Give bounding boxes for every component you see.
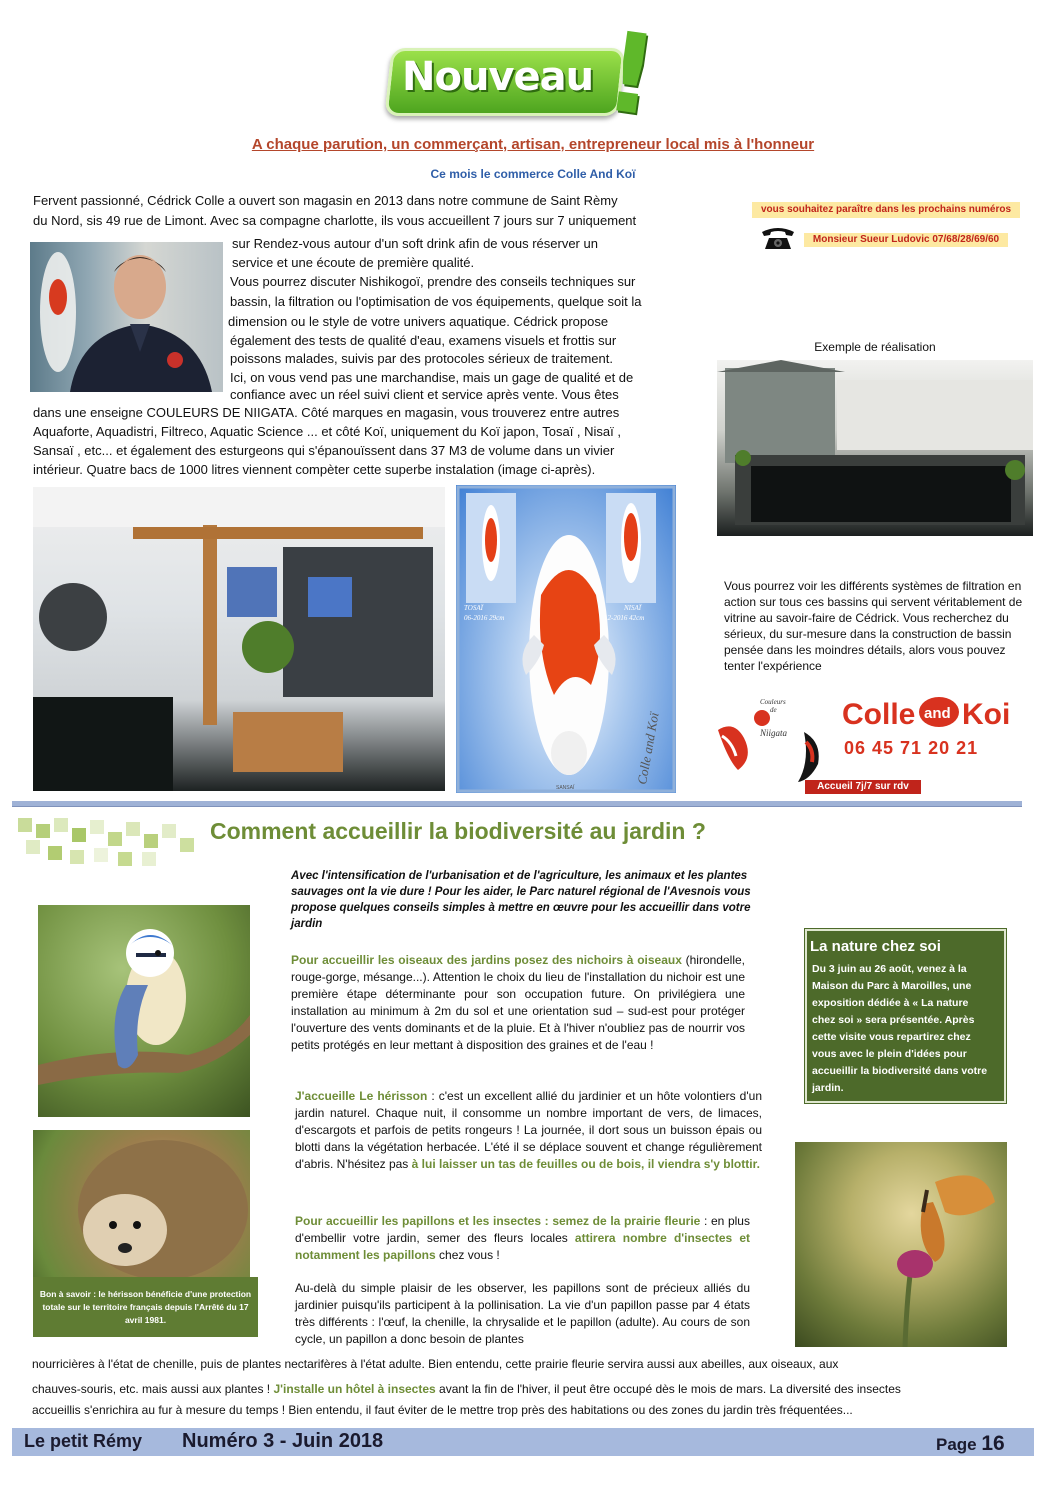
herisson-note: Bon à savoir : le hérisson bénéficie d'une protection totale sur le territoire français depuis l'Arrêté du 17 avril 1981. — [33, 1277, 258, 1337]
article1-line: Fervent passionné, Cédrick Colle a ouvert son magasin en 2013 dans notre commune de Saint Rèmy — [33, 193, 618, 208]
paragraph-butterflies-body: : en plus d'embellir votre jardin, semer des fleurs locales — [295, 1214, 750, 1245]
partner-de: de — [770, 706, 777, 714]
footer-bar — [12, 1428, 1034, 1456]
article1-line: confiance avec un réel suivi client et service après vente. Vous êtes — [230, 387, 619, 402]
pond-photo — [717, 360, 1033, 536]
article2-intro: Avec l'intensification de l'urbanisation et de l'agriculture, les animaux et les plantes sauvages ont la vie dure ! Pour les aider, le Parc naturel régional de l'Avesnois vous propose quelques conseils simples à mettre en œuvre pour les accueillir dans votre jardin — [291, 870, 751, 930]
brand-phone: 06 45 71 20 21 — [844, 738, 979, 758]
paragraph-hotel-rest: avant la fin de l'hiver, il peut être occupé dès le mois de mars. La diversité des insectes — [435, 1382, 901, 1396]
article1-line: sur Rendez-vous autour d'un soft drink afin de vous réserver un — [232, 236, 598, 251]
article1-line: poissons malades, suivis par des protocoles sérieux de traitement. — [230, 351, 613, 366]
article2-title: Comment accueillir la biodiversité au jardin ? — [210, 818, 706, 844]
article1-line: bassin, la filtration ou l'optimisation de vos équipements, quelque soit la — [230, 294, 642, 309]
partner-top: Couleurs — [760, 698, 786, 706]
paragraph-hedgehog-lead: J'accueille Le hérisson — [295, 1089, 428, 1103]
tagline: A chaque parution, un commerçant, artisan, entrepreneur local mis à l'honneur — [251, 136, 815, 153]
article1-line: dimension ou le style de votre univers aquatique. Cédrick propose — [228, 314, 609, 329]
paragraph-hotel-end: accueillis s'enrichira au fur à mesure du temps ! Bien entendu, il faut éviter de le mettre trop près des habitations ou des zones du jardin très fréquentées... — [32, 1403, 853, 1417]
article1-line: également des tests de qualité d'eau, examens visuels et frottis sur — [230, 333, 617, 348]
promo-contact: Monsieur Sueur Ludovic 07/68/28/69/60 — [804, 233, 1008, 247]
footer-page — [936, 1432, 1005, 1456]
promo-banner: vous souhaitez paraître dans les prochains numéros — [752, 202, 1020, 218]
article1-line: Ici, on vous vend pas une marchandise, mais un gage de qualité et de — [230, 370, 634, 385]
butterfly-photo — [795, 1142, 1007, 1347]
owner-photo — [30, 242, 223, 392]
brand-name-and: and — [924, 705, 951, 722]
paragraph-hedgehog-body: : c'est un excellent allié du jardinier et un hôte volontiers d'un jardin naturel. Chaque nuit, il consomme un nombre important de vers, de limaces, d'escargots et parfois de petits rongeurs ! La journée, il dort sous un buisson épais ou blotti dans la végétation herbacée. L'été il se déplace souvent et change régulièrement d'abris. N'hésitez pas — [295, 1089, 762, 1171]
footer-issue: Numéro 3 - Juin 2018 — [182, 1430, 384, 1452]
article1-line: Vous pourrez discuter Nishikogoï, prendre des conseils techniques sur — [230, 274, 636, 289]
article1-line: du Nord, sis 49 rue de Limont. Avec sa compagne charlotte, ils vous accueillent 7 jours sur 7 uniquement — [33, 213, 637, 228]
paragraph-butterflies-green: attirera nombre d'insectes et notamment les papillons — [295, 1231, 751, 1262]
koi-watermark: Colle and Koï — [634, 711, 662, 786]
paragraph-hedgehog — [295, 1088, 762, 1173]
footer-paper-name: Le petit Rémy — [24, 1431, 143, 1451]
paragraph-birds-lead: Pour accueillir les oiseaux des jardins posez des nichoirs à oiseaux — [291, 953, 682, 967]
decorative-squares — [18, 818, 208, 868]
nature-box-title: La nature chez soi — [810, 938, 941, 955]
paragraph-birds — [291, 952, 745, 1054]
accueil-badge: Accueil 7j/7 sur rdv — [805, 780, 921, 794]
nature-box-text: Du 3 juin au 26 août, venez à la Maison du Parc à Maroilles, une exposition dédiée à « La nature chez soi » sera présentée. Après cette visite vous repartirez chez vous avec le plein d'idées pour accueillir la biodiversité dans votre jardin. — [812, 963, 988, 1094]
brand-name-left: Colle — [842, 698, 916, 731]
brand-name-right: Koi — [962, 698, 1011, 731]
realisation-text: Vous pourrez voir les différents systèmes de filtration en action sur tous ces bassins qui servent véritablement de vitrine au savoir-faire de Cédrick. Vous recherchez du sérieux, du sur-mesure dans la construction de bassin pensée dans les moindres détails, alors vous pouvez tenter l'expérience — [724, 579, 1023, 673]
subheading: Ce mois le commerce Colle And Koï — [430, 167, 636, 181]
paragraph-hotel-lead: J'installe un hôtel à insectes — [273, 1382, 436, 1396]
article1-line: intérieur. Quatre bacs de 1000 litres viennent compèter cette superbe instalation (image ci-après). — [33, 462, 596, 477]
paragraph-pollination: Au-delà du simple plaisir de les observer, les papillons sont de précieux alliés du jardinier puisqu'ils participent à la pollinisation. La vie d'un papillon passe par 4 états très différents : l'œuf, la chenille, la chrysalide et le papillon (adulte). Au cours de son cycle, un papillon a donc besoin de plantes — [295, 1281, 750, 1346]
paragraph-hotel-start: chauves-souris, etc. mais aussi aux plantes ! — [32, 1382, 274, 1396]
footer-page-number: 16 — [981, 1432, 1005, 1455]
realisation-caption: Exemple de réalisation — [814, 340, 936, 354]
colle-and-koi-logo — [714, 690, 1024, 790]
paragraph-pollination-line: nourricières à l'état de chenille, puis de plantes nectarifères à l'état adulte. Bien entendu, cette prairie fleurie servira aussi aux abeilles, aux oiseaux, aux — [32, 1357, 839, 1371]
koi-left-info: 06-2016 29cm — [464, 614, 505, 622]
koi-left-name: TOSAÏ — [464, 604, 483, 612]
paragraph-hotel-line — [32, 1382, 901, 1396]
phone-icon — [760, 226, 796, 250]
section-divider — [12, 801, 1022, 807]
blue-tit-photo — [38, 905, 250, 1117]
shop-photo — [33, 487, 445, 791]
paragraph-butterflies-end: chez vous ! — [435, 1248, 500, 1262]
article1-line: Sansaï , etc... et également des esturgeons qui s'épanouïssent dans 37 M3 de volume dans un vivier — [33, 443, 615, 458]
koi-bottom-label: SANSAÏ — [556, 785, 575, 791]
article1-line: Aquaforte, Aquadistri, Filtreco, Aquatic Science ... et côté Koï, uniquement du Koï japon, Tosaï , Nisaï , — [33, 424, 621, 439]
koi-right-name: NISAÏ — [624, 604, 642, 612]
footer-page-label: Page — [936, 1435, 982, 1454]
paragraph-hedgehog-tail: à lui laisser un tas de feuilles ou de bois, il viendra s'y blottir. — [411, 1157, 760, 1171]
logo-text: Nouveau — [402, 54, 594, 100]
paragraph-butterflies-lead: Pour accueillir les papillons et les insectes : semez de la prairie fleurie — [295, 1214, 701, 1228]
partner-bottom: Niigata — [760, 728, 788, 738]
nouveau-logo — [388, 7, 665, 141]
paragraph-birds-body: (hirondelle, rouge-gorge, mésange...). Attention le choix du lieu de l'installation du nichoir est une première étape déterminante pour son occupation future. On privilégiera une installation au minimum à 2m du sol et une orientation sud – sud-est pour protéger l'ouverture des vents dominants et de la pluie. Et à l'hiver n'oubliez pas de nourrir vos petits protégés en leur mettant à disposition des graines et de l'eau ! — [291, 953, 745, 1052]
logo-exclamation: ! — [597, 7, 665, 141]
koi-photo — [456, 485, 676, 793]
paragraph-butterflies — [295, 1213, 750, 1264]
article1-line: dans une enseigne COULEURS DE NIIGATA. Côté marques en magasin, vous trouverez entre autres — [33, 405, 620, 420]
koi-right-info: 12-2016 42cm — [604, 614, 645, 622]
article1-line: service et une écoute de première qualité. — [232, 255, 475, 270]
